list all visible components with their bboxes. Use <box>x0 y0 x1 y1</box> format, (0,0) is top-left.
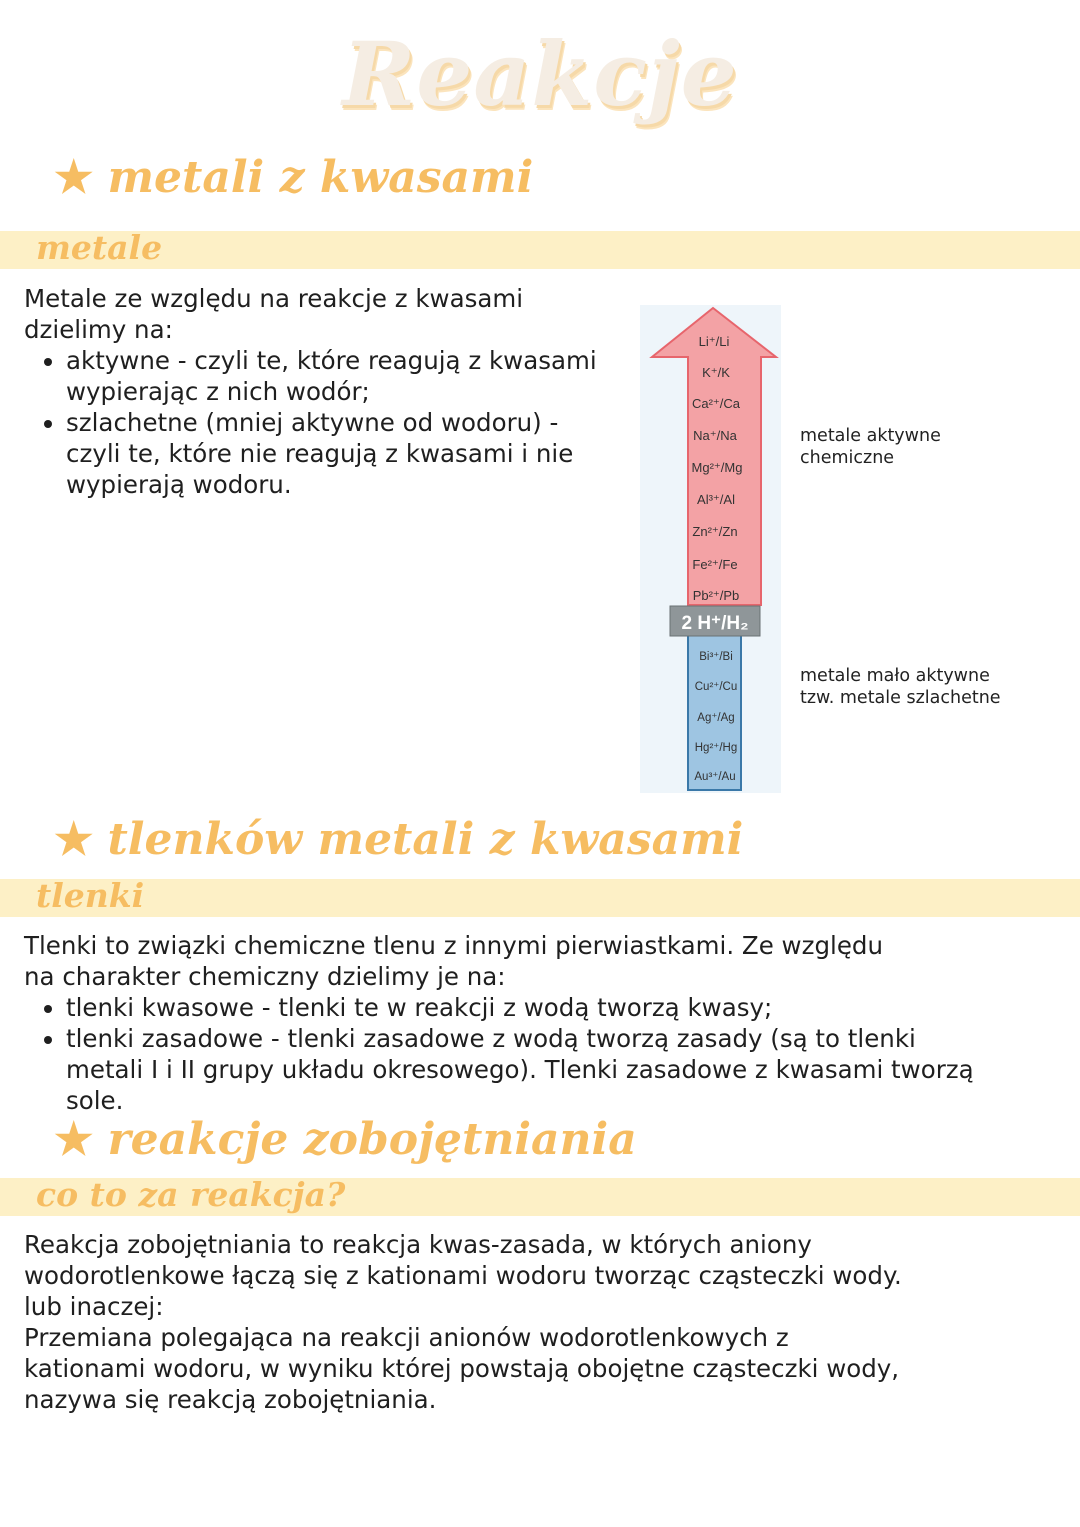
section-heading-oxides <box>54 814 743 865</box>
text-line: kationami wodoru, w wyniku której powstają obojętne cząsteczki wody, <box>24 1354 900 1383</box>
series-label-hydrogen: 2 H⁺/H₂ <box>681 613 749 634</box>
list-item: • tlenki kwasowe - tlenki te w reakcji z wodą tworzą kwasy; <box>66 992 984 1023</box>
text-line: Metale ze względu na reakcje z kwasami <box>24 284 524 313</box>
series-label-active: K⁺/K <box>702 365 730 380</box>
label-line: metale mało aktywne <box>800 666 990 686</box>
star-icon: ★ <box>54 814 94 865</box>
series-label-active: Mg²⁺/Mg <box>691 460 743 475</box>
list-item: • szlachetne (mniej aktywne od wodoru) - czyli te, które nie reagują z kwasami i nie wypierają wodoru. <box>66 407 604 500</box>
page-title: Reakcje <box>342 22 738 126</box>
series-label-active: Ca²⁺/Ca <box>691 396 741 411</box>
series-label-noble: Cu²⁺/Cu <box>694 681 738 693</box>
section-heading-text: reakcje zobojętniania <box>107 1114 637 1165</box>
series-label-noble: Bi³⁺/Bi <box>699 651 733 663</box>
section-heading-text: tlenków metali z kwasami <box>107 814 744 865</box>
series-label-active: Fe²⁺/Fe <box>692 557 738 572</box>
series-label-active: Al³⁺/Al <box>697 492 735 507</box>
metals-bullets <box>24 345 604 500</box>
text-line: dzielimy na: <box>24 315 173 344</box>
metals-text <box>24 283 604 500</box>
neutralization-text <box>24 1229 1064 1415</box>
text-line: Przemiana polegająca na reakcji anionów wodorotlenkowych z <box>24 1323 789 1352</box>
list-item: • tlenki zasadowe - tlenki zasadowe z wodą tworzą zasady (są to tlenki metali I i II grupy układu okresowego). Tlenki zasadowe z kwasami tworzą sole. <box>66 1023 984 1116</box>
list-item: • aktywne - czyli te, które reagują z kwasami wypierając z nich wodór; <box>66 345 604 407</box>
text-line: lub inaczej: <box>24 1292 164 1321</box>
series-label-active: Pb²⁺/Pb <box>692 588 740 603</box>
active-metals-label <box>800 425 941 469</box>
oxides-bullets <box>24 992 1024 1116</box>
band-label: metale <box>36 228 163 267</box>
band-label: tlenki <box>36 876 145 915</box>
band-label: co to za reakcja? <box>36 1175 346 1214</box>
series-label-noble: Au³⁺/Au <box>694 771 736 783</box>
series-label-noble: Ag⁺/Ag <box>697 712 735 724</box>
series-label-noble: Hg²⁺/Hg <box>694 742 738 754</box>
series-label-active: Li⁺/Li <box>698 334 730 349</box>
text-line: nazywa się reakcją zobojętniania. <box>24 1385 437 1414</box>
section-band <box>0 228 1080 269</box>
label-line: tzw. metale szlachetne <box>800 688 1001 708</box>
noble-metals-label <box>800 665 1001 709</box>
text-line: wodorotlenkowe łączą się z kationami wodoru tworząc cząsteczki wody. <box>24 1261 902 1290</box>
label-line: metale aktywne <box>800 426 941 446</box>
series-label-active: Zn²⁺/Zn <box>692 524 738 539</box>
series-label-active: Na⁺/Na <box>693 428 737 443</box>
activity-series-arrow <box>640 305 781 793</box>
text-line: Reakcja zobojętniania to reakcja kwas-zasada, w których aniony <box>24 1230 812 1259</box>
label-line: chemiczne <box>800 448 895 468</box>
text-line: Tlenki to związki chemiczne tlenu z innymi pierwiastkami. Ze względu <box>24 931 883 960</box>
section-heading-text: metali z kwasami <box>107 152 534 203</box>
oxides-text <box>24 930 1024 1116</box>
text-line: na charakter chemiczny dzielimy je na: <box>24 962 506 991</box>
section-heading-metals <box>54 152 533 203</box>
star-icon: ★ <box>54 1114 94 1165</box>
activity-series-diagram <box>640 305 781 793</box>
section-band <box>0 876 1080 917</box>
section-heading-neutralization <box>54 1114 637 1165</box>
star-icon: ★ <box>54 152 94 203</box>
section-band <box>0 1175 1080 1216</box>
